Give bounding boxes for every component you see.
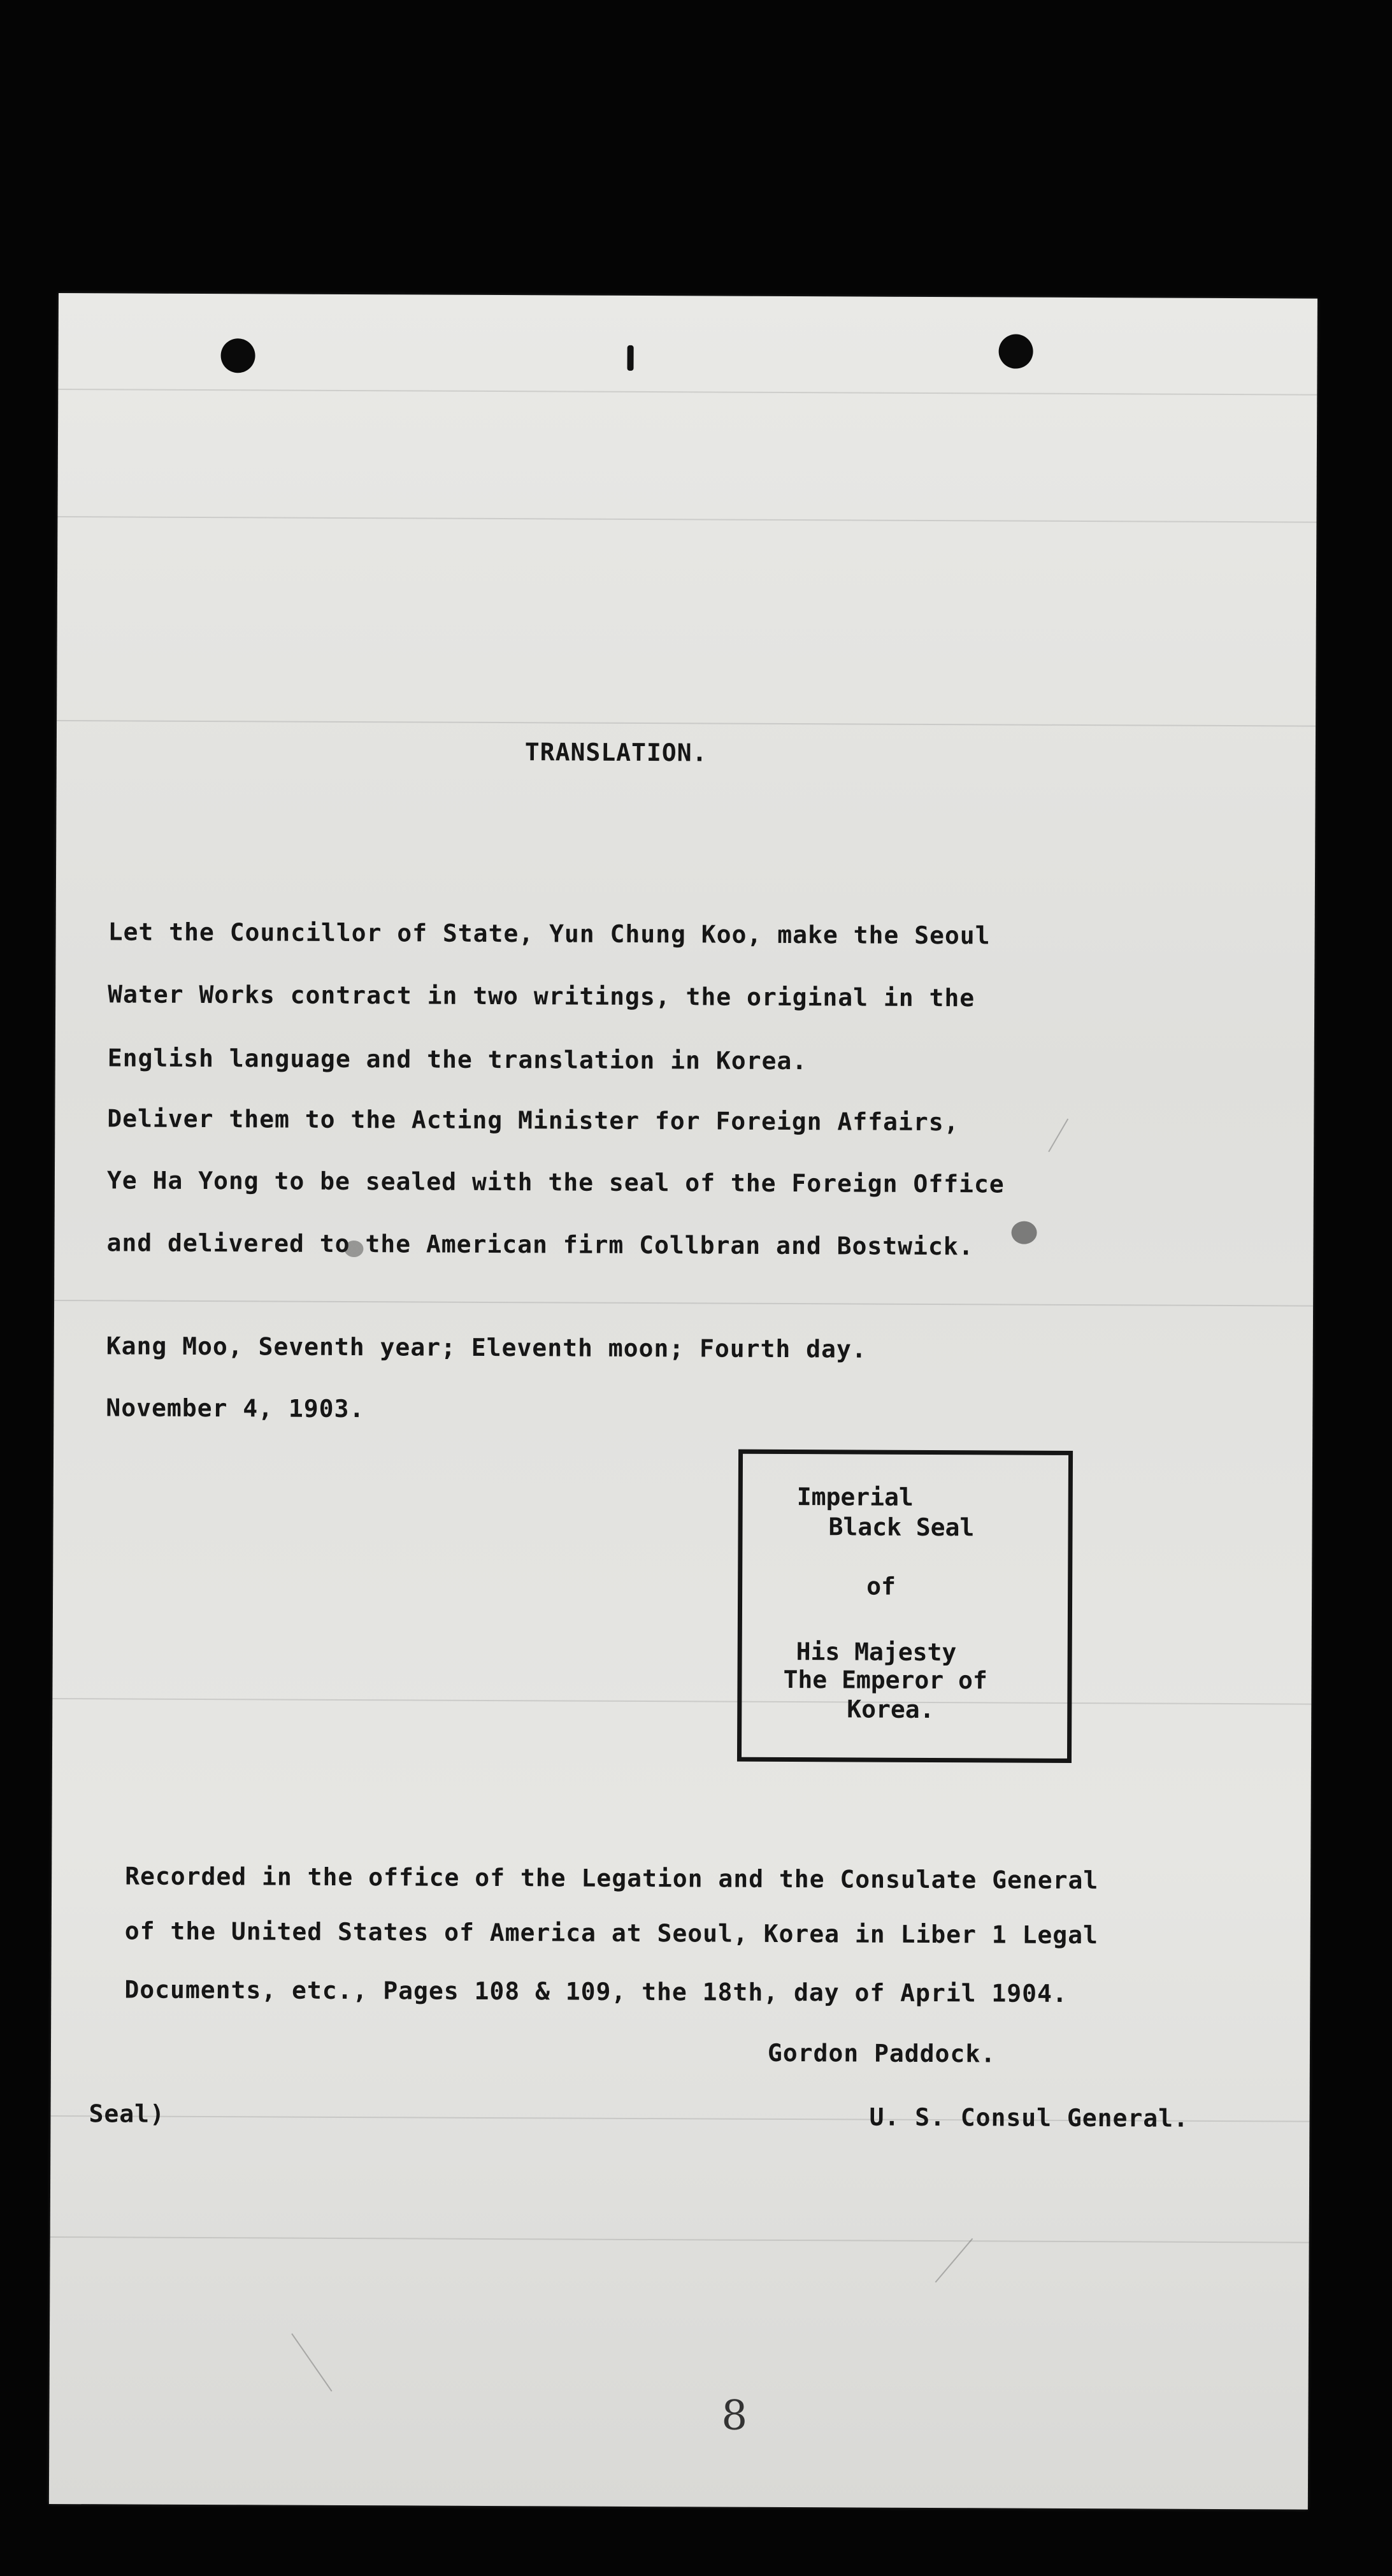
document-title: TRANSLATION. (524, 738, 708, 767)
body-line-4: Deliver them to the Acting Minister for Foreign Affairs, (107, 1104, 959, 1137)
body-line-6: and delivered to the American firm Collbran and Bostwick. (106, 1228, 974, 1261)
scan-scratch (291, 2333, 332, 2392)
body-line-2: Water Works contract in two writings, the original in the (108, 980, 975, 1012)
page-number: 8 (721, 2392, 748, 2440)
body-line-1: Let the Councillor of State, Yun Chung Koo, make the Seoul (108, 917, 991, 950)
ink-blot (1012, 1221, 1037, 1244)
seal-text-line-1: Imperial (796, 1483, 914, 1511)
paper-rule (52, 1698, 1311, 1705)
recorded-line-2: of the United States of America at Seoul, Korea in Liber 1 Legal (124, 1917, 1099, 1950)
recorded-line-3: Documents, etc., Pages 108 & 109, the 18th, day of April 1904. (124, 1975, 1068, 2008)
imperial-seal-box (737, 1450, 1073, 1763)
scan-scratch (935, 2238, 973, 2283)
recorded-line-1: Recorded in the office of the Legation and the Consulate General (125, 1862, 1099, 1895)
seal-mark: Seal) (89, 2099, 166, 2128)
seal-text-line-6: Korea. (847, 1695, 935, 1724)
native-date: Kang Moo, Seventh year; Eleventh moon; Fourth day. (106, 1332, 867, 1364)
paper-sheet (49, 293, 1317, 2510)
seal-text-line-3: of (866, 1572, 896, 1601)
seal-text-line-5: The Emperor of (783, 1665, 987, 1695)
seal-text-line-4: His Majesty (796, 1637, 957, 1667)
paper-rule (57, 516, 1316, 523)
ink-blot (344, 1241, 363, 1257)
western-date: November 4, 1903. (106, 1393, 365, 1423)
paper-rule (57, 720, 1316, 727)
paper-rule (58, 389, 1317, 396)
paper-rule (50, 2236, 1309, 2243)
body-line-3: English language and the translation in Korea. (107, 1044, 808, 1076)
signer-title: U. S. Consul General. (869, 2103, 1189, 2133)
seal-text-line-2: Black Seal (828, 1513, 975, 1542)
body-line-5: Ye Ha Yong to be sealed with the seal of the Foreign Office (106, 1166, 1005, 1198)
punch-hole-center (627, 345, 633, 371)
punch-hole-right (998, 334, 1033, 368)
paper-rule (54, 1300, 1313, 1307)
scan-scratch (1048, 1118, 1068, 1152)
signer-name: Gordon Paddock. (767, 2038, 996, 2068)
punch-hole-left (220, 338, 255, 373)
